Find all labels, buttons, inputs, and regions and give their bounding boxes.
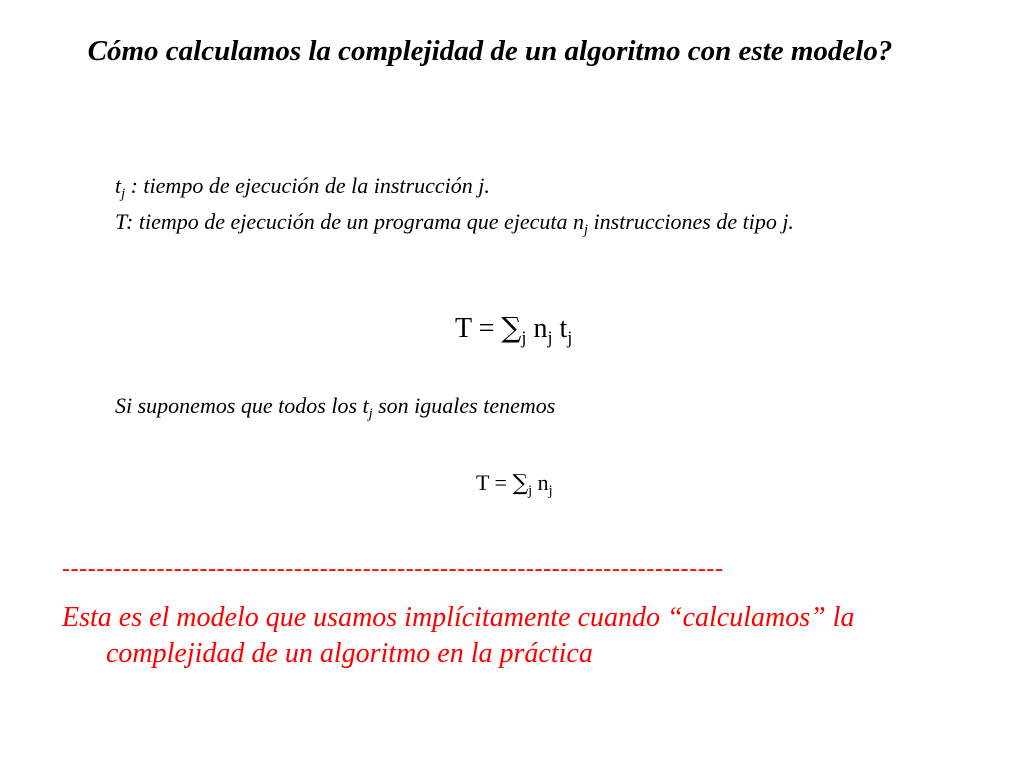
sigma-symbol: ∑ — [501, 311, 522, 344]
T-description-b: instrucciones de tipo j. — [588, 209, 794, 234]
formula-simplified — [476, 470, 553, 499]
T-subscript: j — [584, 222, 589, 238]
formula1-t-subscript: j — [567, 327, 573, 348]
formula-total-time — [455, 311, 573, 348]
formula1-lhs: T = — [455, 313, 502, 344]
tj-variable: t — [115, 173, 122, 198]
definition-tj — [115, 170, 490, 202]
formula2-lhs: T = — [476, 470, 513, 495]
assumption-text — [115, 393, 556, 422]
T-description-a: : tiempo de ejecución de un programa que ejecuta n — [126, 209, 585, 234]
slide-title: Cómo calculamos la complejidad de un algoritmo con este modelo? — [87, 35, 893, 67]
tj-subscript: j — [121, 186, 126, 202]
definition-T — [115, 206, 960, 237]
assumption-part-a: Si suponemos que todos los t — [115, 393, 369, 418]
formula2-n: n — [532, 470, 549, 495]
formula1-sigma-subscript: j — [521, 327, 527, 348]
assumption-part-b: son iguales tenemos — [372, 393, 556, 418]
formula1-n: n — [526, 313, 548, 344]
formula1-t: t — [552, 313, 568, 344]
tj-description: : tiempo de ejecución de la instrucción j. — [125, 173, 490, 198]
formula2-sigma-subscript: j — [528, 483, 533, 499]
formula2-n-subscript: j — [548, 483, 553, 499]
dashed-divider: ----------------------------------------------------------------------------- — [62, 556, 724, 582]
sigma-symbol: ∑ — [512, 471, 529, 496]
conclusion-text: Esta es el modelo que usamos implícitamente cuando “calculamos” la complejidad de un algoritmo en la práctica — [62, 602, 855, 669]
assumption-subscript: j — [368, 406, 373, 422]
T-variable: T — [115, 209, 127, 234]
formula1-n-subscript: j — [547, 327, 553, 348]
